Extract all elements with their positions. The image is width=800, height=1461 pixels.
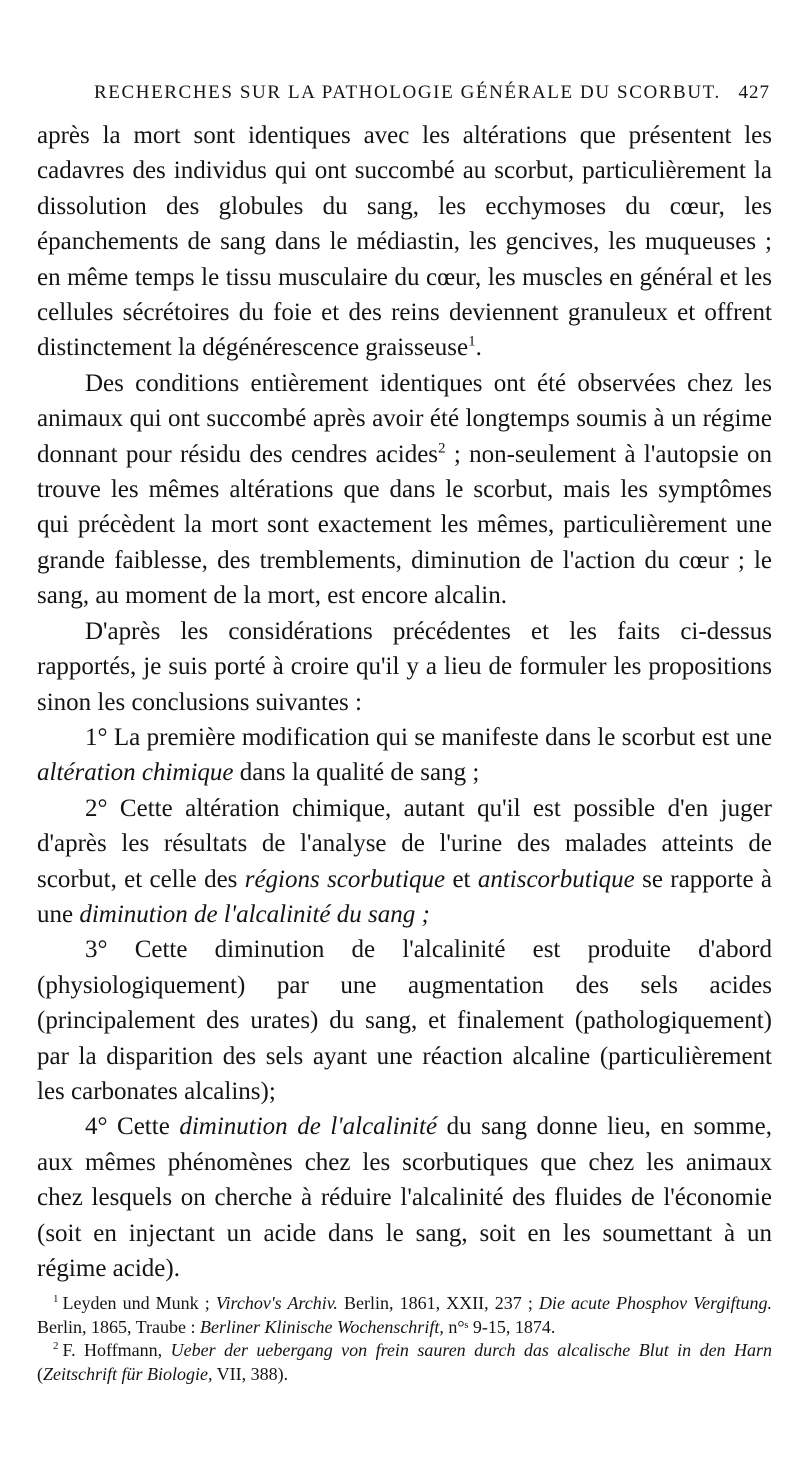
running-title: RECHERCHES SUR LA PATHOLOGIE GÉNÉRALE DU SCORBUT.	[94, 82, 721, 103]
paragraph-continuation: après la mort sont identiques avec les altérations que présentent les cadavres des individus qui ont succombé au scorbut, particulièrement la dissolution des globules du sang, les ecchymoses du cœur, les épanchements de sang dans le médiastin, les gencives, les muqueuses ; en même temps le tissu musculaire du cœur, les muscles en général et les cellules sécrétoires du foie et des reins deviennent granuleux et offrent distinctement la dégénérescence graisseuse$^1$.	[37, 122, 772, 362]
paragraph-animals: Des conditions entièrement identiques ont été observées chez les animaux qui ont succombé après avoir été longtemps soumis à un régime donnant pour résidu des cendres acides$^2$ ; non-seulement à l'autopsie on trouve les mêmes altérations que dans le scorbut, mais les symptômes qui précèdent la mort sont exactement les mêmes, particulièrement une grande faiblesse, des tremblements, diminution de l'action du cœur ; le sang, au moment de la mort, est encore alcalin.	[37, 369, 772, 610]
footnote-2: $^2$ F. Hoffmann, Ueber der uebergang von frein sauren durch das alcalische Blut in den Harn (Zeitschrift für Biologie, VII, 388).	[37, 1340, 772, 1384]
proposition-1: 1° La première modification qui se manifeste dans le scorbut est une altération chimique dans la qualité de sang ;	[37, 723, 772, 787]
footnote-1: $^1$ Leyden und Munk ; Virchov's Archiv. Berlin, 1861, XXII, 237 ; Die acute Phosphov Vergiftung. Berlin, 1865, Traube : Berliner Klinische Wochenschrift, n°ˢ 9-15, 1874.	[37, 1293, 772, 1337]
proposition-2: 2° Cette altération chimique, autant qu'il est possible d'en juger d'après les résultats de l'analyse de l'urine des malades atteints de scorbut, et celle des régions scorbutique et antiscorbutique se rapporte à une diminution de l'alcalinité du sang ;	[37, 794, 772, 928]
footnote-ref[interactable]: 1	[468, 334, 476, 351]
body-text	[37, 118, 772, 1286]
page-number: 427	[738, 82, 770, 103]
proposition-4: 4° Cette diminution de l'alcalinité du sang donne lieu, en somme, aux mêmes phénomènes chez les scorbutiques que chez les animaux chez lesquels on cherche à réduire l'alcalinité des fluides de l'économie (soit en injectant un acide dans le sang, soit en les soumettant à un régime acide).	[37, 1113, 772, 1282]
footnotes	[37, 1292, 772, 1386]
paragraph-propositions: D'après les considérations précédentes et les faits ci-dessus rapportés, je suis porté à croire qu'il y a lieu de formuler les propositions sinon les conclusions suivantes :	[37, 617, 772, 716]
footnote-ref[interactable]: 2	[438, 440, 446, 457]
proposition-3: 3° Cette diminution de l'alcalinité est produite d'abord (physiologiquement) par une augmentation des sels acides (principalement des urates) du sang, et finalement (pathologiquement) par la disparition des sels ayant une réaction alcaline (particulièrement les carbonates alcalins);	[37, 936, 772, 1105]
page-header	[94, 82, 770, 104]
